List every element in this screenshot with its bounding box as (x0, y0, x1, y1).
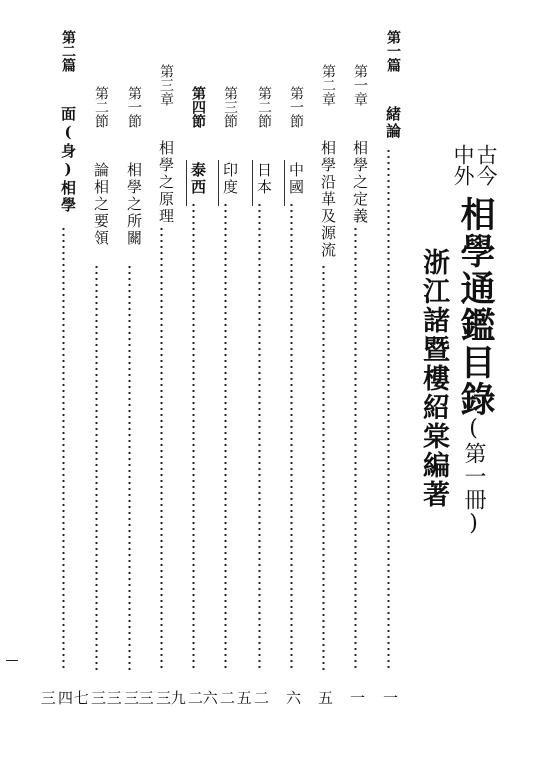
toc-title: 面(身)相學 (59, 106, 77, 214)
toc-title: 相學沿革及源流 (319, 140, 337, 259)
toc-page: 五 (316, 690, 334, 705)
toc-label: 第一章 (352, 64, 368, 106)
toc-label: 第二篇 (60, 30, 76, 72)
toc-page: 三七 (71, 690, 107, 705)
dot-leader (258, 202, 261, 671)
title-prefix-right: 古今 (474, 144, 498, 186)
toc-label: 第三節 (222, 86, 238, 128)
toc-label: 第三章 (158, 64, 174, 106)
toc-label: 第二節 (256, 86, 272, 128)
toc-entry (168, 30, 207, 705)
toc-title: 中國 (287, 162, 305, 196)
volume-label: (第一冊) (461, 416, 486, 537)
toc-label: 第四節 (190, 86, 206, 128)
toc-title: 泰西 (189, 162, 207, 196)
toc-title: 日本 (255, 162, 273, 196)
toc-title: 印度 (221, 162, 239, 196)
toc-page: 一 (348, 690, 366, 705)
toc-title: 緒論 (384, 106, 402, 140)
toc-entry (378, 30, 402, 705)
toc-label: 第一節 (288, 86, 304, 128)
dot-leader (224, 202, 227, 671)
toc-title: 相學之所關 (125, 162, 143, 247)
margin-mark (6, 660, 18, 661)
author-line: 浙江諸暨樓紹棠編著 (418, 248, 449, 509)
toc-title: 論相之要領 (92, 162, 110, 247)
toc-title: 相學之定義 (351, 140, 369, 225)
toc-page: 三三 (104, 690, 140, 705)
dot-leader (192, 202, 195, 671)
dot-leader (387, 148, 390, 671)
toc-page: 二六 (200, 690, 236, 705)
toc-label: 第二章 (320, 64, 336, 106)
toc-entry (71, 30, 110, 705)
toc-title: 相學之原理 (157, 140, 175, 225)
toc-entry (136, 30, 175, 705)
toc-entry (234, 30, 273, 705)
toc-page: 一 (381, 690, 399, 705)
toc-page: 四三 (38, 690, 74, 705)
dot-leader (354, 226, 357, 671)
toc-page: 六 (284, 690, 302, 705)
toc-entry (345, 30, 369, 705)
dot-leader (160, 226, 163, 671)
title-prefix (452, 144, 496, 186)
toc-page: 二九 (168, 690, 204, 705)
dot-leader (322, 264, 325, 671)
toc-entry (281, 30, 305, 705)
toc-entry (200, 30, 239, 705)
toc-page: 二五 (234, 690, 270, 705)
dot-leader (290, 202, 293, 671)
toc-label: 第二節 (93, 86, 109, 128)
book-title (451, 138, 508, 537)
title-main: 相學通鑑目錄 (455, 196, 496, 418)
toc-entry (313, 30, 337, 705)
toc-page: 三三 (136, 690, 172, 705)
dot-leader (128, 264, 131, 671)
toc-entry (38, 30, 77, 705)
dot-leader (95, 264, 98, 671)
toc-label: 第一節 (126, 86, 142, 128)
title-prefix-left: 中外 (451, 144, 475, 186)
toc-entry (104, 30, 143, 705)
toc-label: 第一篇 (385, 30, 401, 72)
dot-leader (62, 226, 65, 671)
